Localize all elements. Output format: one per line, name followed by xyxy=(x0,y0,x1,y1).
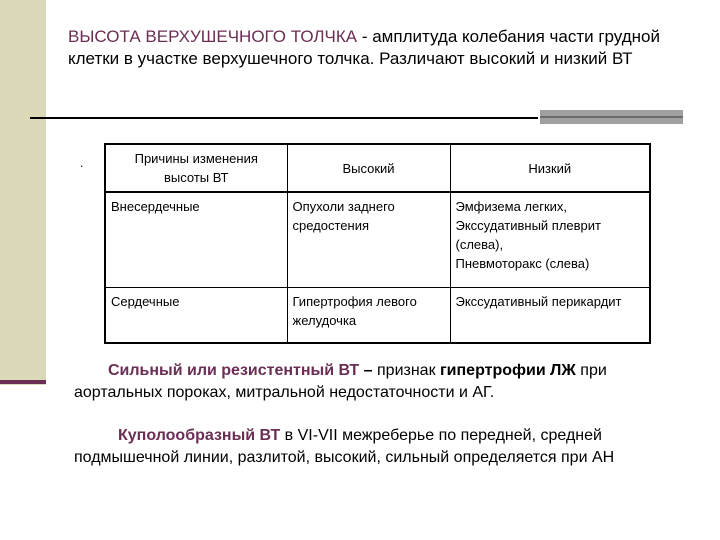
cell-high-extracardiac: Опухоли заднего средостения xyxy=(287,192,450,288)
para1-mid: признак xyxy=(377,362,441,379)
low-item: Экссудативный плеврит (слева), xyxy=(455,218,602,252)
left-bar-accent-line xyxy=(0,380,46,384)
divider-gray-line xyxy=(540,116,683,118)
bullet-dot: . xyxy=(80,156,84,170)
title-divider xyxy=(30,117,538,119)
cell-low-cardiac xyxy=(450,288,650,344)
para1-bold: гипертрофии ЛЖ xyxy=(440,362,576,379)
table-row xyxy=(105,192,650,288)
header-causes: Причины изменения высоты ВТ xyxy=(105,144,287,192)
table-header-row xyxy=(105,144,650,192)
title-highlight: ВЫСОТА ВЕРХУШЕЧНОГО ТОЛЧКА xyxy=(68,27,358,46)
para2-lead: Куполообразный ВТ xyxy=(118,427,281,444)
row-label-cardiac: Сердечные xyxy=(105,288,287,344)
table-row xyxy=(105,288,650,344)
row-label-extracardiac: Внесердечные xyxy=(105,192,287,288)
header-high: Высокий xyxy=(287,144,450,192)
low-item: Экссудативный перикардит xyxy=(455,294,622,309)
low-item: Эмфизема легких, xyxy=(455,199,568,214)
cell-high-cardiac: Гипертрофия левого желудочка xyxy=(287,288,450,344)
para2-rest: в VI-VII межреберье по передней, средней подмышечной линии, разлитой, высокий, сильный определяется при АН xyxy=(74,427,615,466)
para1-dash: – xyxy=(359,362,377,379)
causes-table xyxy=(104,143,651,344)
low-item: Пневмоторакс (слева) xyxy=(455,256,590,271)
paragraph-strong-impulse xyxy=(74,360,684,404)
paragraph-domed-impulse xyxy=(74,425,684,469)
slide-title xyxy=(68,26,688,70)
para1-rest: при аортальных пороках, митральной недостаточности и АГ. xyxy=(74,362,607,401)
header-low: Низкий xyxy=(450,144,650,192)
left-decorative-bar xyxy=(0,0,46,385)
para1-lead: Сильный или резистентный ВТ xyxy=(108,362,360,379)
title-rest: - амплитуда колебания части грудной клетки в участке верхушечного толчка. Различают высокий и низкий ВТ xyxy=(68,27,660,68)
cell-low-extracardiac xyxy=(450,192,650,288)
